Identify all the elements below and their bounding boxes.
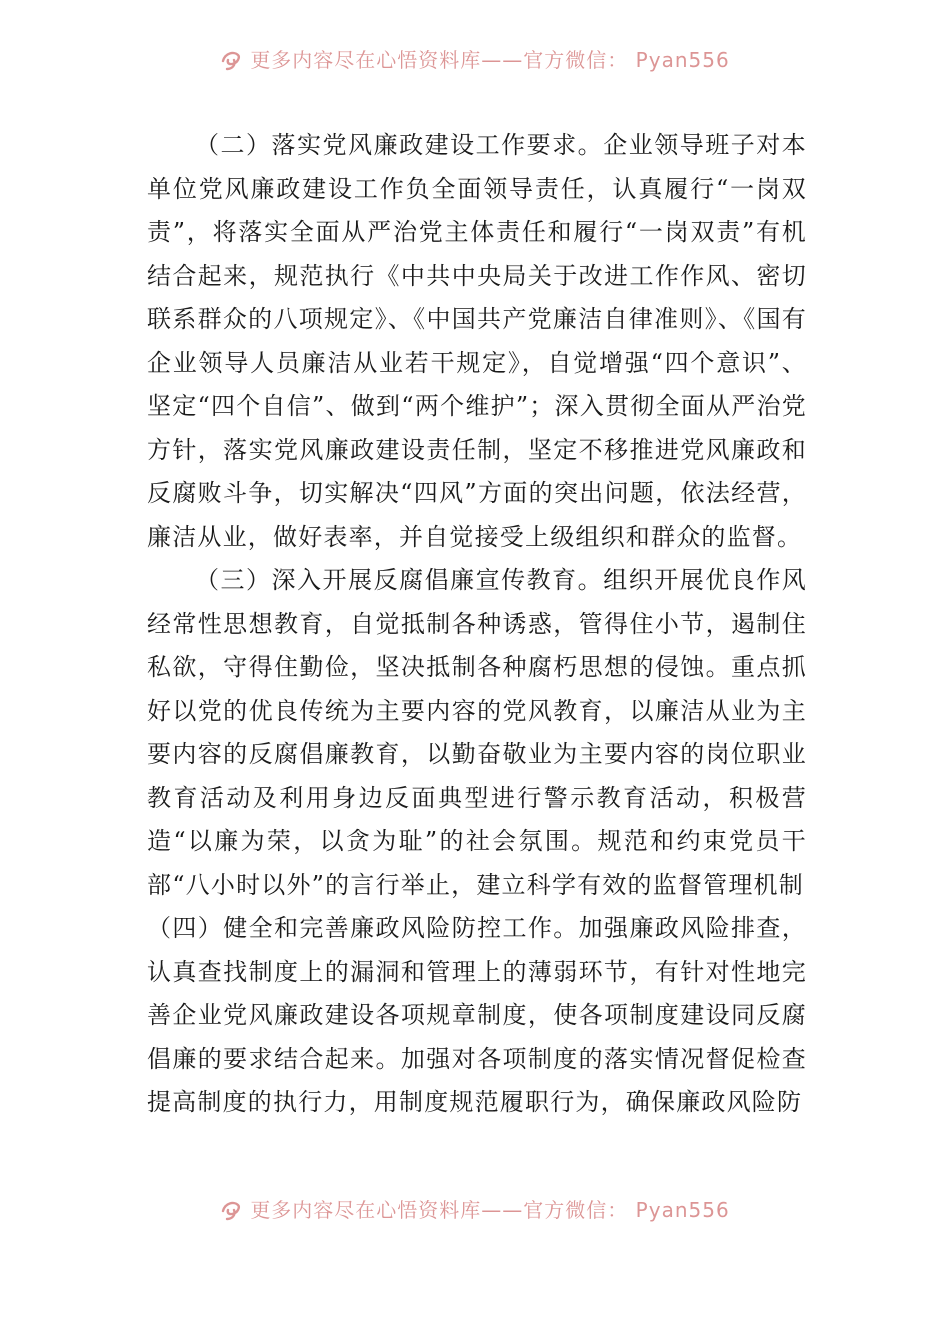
header-watermark (0, 50, 950, 84)
document-body (147, 124, 807, 1125)
footer-watermark (0, 1200, 950, 1234)
watermark-text: 更多内容尽在心悟资料库——官方微信： Pyan556 (250, 50, 730, 72)
watermark-logo-icon (220, 50, 244, 71)
paragraph-3: （三）深入开展反腐倡廉宣传教育。组织开展优良作风经常性思想教育，自觉抵制各种诱惑，管得住小节，遏制住私欲，守得住勤俭，坚决抵制各种腐朽思想的侵蚀。重点抓好以党的优良传统为主要内容的党风教育，以廉洁从业为主要内容的反腐倡廉教育，以勤奋敬业为主要内容的岗位职业教育活动及利用身边反面典型进行警示教育活动，积极营造“以廉为荣，以贪为耻”的社会氛围。规范和约束党员干部“八小时以外”的言行举止，建立科学有效的监督管理机制 (147, 566, 807, 899)
paragraph-2: （二）落实党风廉政建设工作要求。企业领导班子对本单位党风廉政建设工作负全面领导责任，认真履行“一岗双责”，将落实全面从严治党主体责任和履行“一岗双责”有机结合起来，规范执行《中共中央局关于改进工作作风、密切联系群众的八项规定》、《中国共产党廉洁自律准则》、《国有企业领导人员廉洁从业若干规定》，自觉增强“四个意识”、坚定“四个自信”、做到“两个维护”；深入贯彻全面从严治党方针，落实党风廉政建设责任制，坚定不移推进党风廉政和反腐败斗争，切实解决“四风”方面的突出问题，依法经营，廉洁从业，做好表率，并自觉接受上级组织和群众的监督。 (147, 131, 807, 551)
watermark-logo-icon (220, 1200, 244, 1221)
paragraph-4: （四）健全和完善廉政风险防控工作。加强廉政风险排查，认真查找制度上的漏洞和管理上的薄弱环节，有针对性地完善企业党风廉政建设各项规章制度，使各项制度建设同反腐倡廉的要求结合起来。加强对各项制度的落实情况督促检查提高制度的执行力，用制度规范履职行为，确保廉政风险防 (147, 914, 807, 1116)
watermark-text: 更多内容尽在心悟资料库——官方微信： Pyan556 (250, 1200, 730, 1222)
